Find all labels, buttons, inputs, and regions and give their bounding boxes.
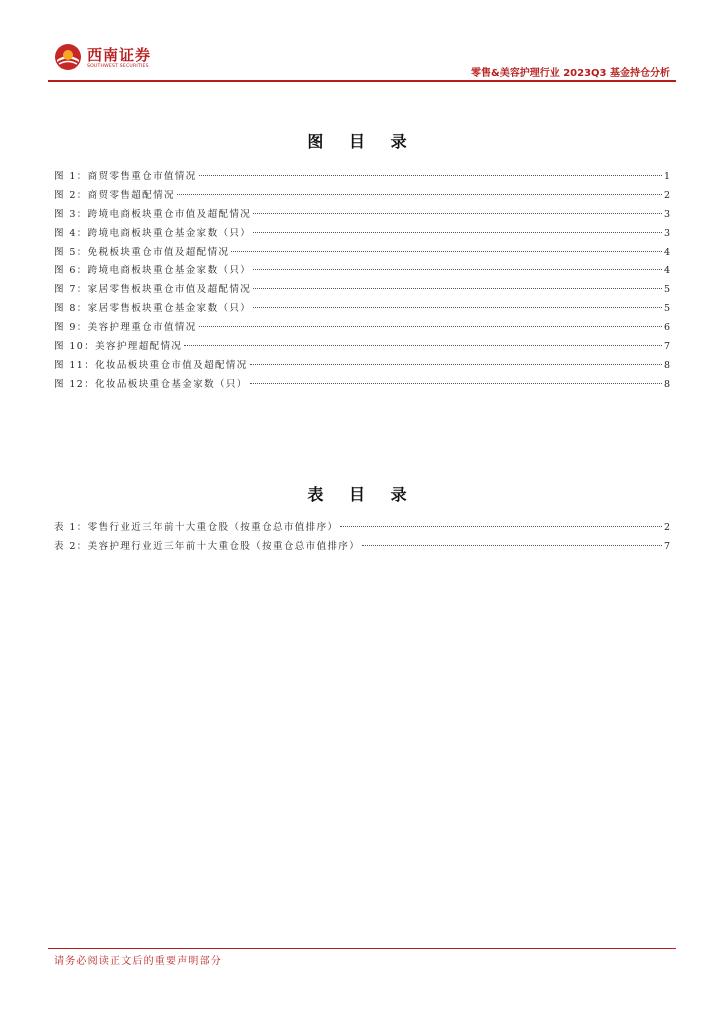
toc-entry-page: 2 xyxy=(663,522,670,533)
toc-entry-label: 图 5：免税板块重仓市值及超配情况 xyxy=(54,246,230,258)
brand-name-cn: 西南证券 xyxy=(87,46,152,64)
figures-toc xyxy=(54,168,670,395)
toc-entry-page: 5 xyxy=(663,284,670,296)
toc-entry-figure-1[interactable] xyxy=(54,168,670,187)
toc-entry-table-1[interactable] xyxy=(54,519,670,538)
toc-leader-dots xyxy=(231,251,662,252)
toc-entry-label: 图 10：美容护理超配情况 xyxy=(54,341,183,353)
page-header xyxy=(0,0,724,90)
toc-entry-figure-8[interactable] xyxy=(54,300,670,319)
toc-entry-table-2[interactable] xyxy=(54,538,670,557)
toc-entry-label: 图 8：家居零售板块重仓基金家数（只） xyxy=(54,303,252,315)
toc-entry-figure-4[interactable] xyxy=(54,225,670,244)
toc-leader-dots xyxy=(253,232,662,233)
brand-name-en: SOUTHWEST SECURITIES xyxy=(87,64,149,69)
toc-entry-label: 图 3：跨境电商板块重仓市值及超配情况 xyxy=(54,208,252,220)
toc-entry-figure-10[interactable] xyxy=(54,338,670,357)
toc-entry-label: 图 7：家居零售板块重仓市值及超配情况 xyxy=(54,284,252,296)
tables-toc-title: 表 目 录 xyxy=(307,485,417,504)
toc-leader-dots xyxy=(253,288,662,289)
header-divider xyxy=(48,80,676,82)
toc-entry-page: 7 xyxy=(663,540,670,552)
toc-entry-page: 1 xyxy=(663,171,670,182)
footer-disclaimer: 请务必阅读正文后的重要声明部分 xyxy=(54,956,222,967)
toc-leader-dots xyxy=(184,345,662,346)
toc-entry-page: 4 xyxy=(663,246,670,258)
report-title: 零售&美容护理行业 2023Q3 基金持仓分析 xyxy=(471,68,670,79)
toc-leader-dots xyxy=(199,175,662,176)
toc-entry-figure-9[interactable] xyxy=(54,319,670,338)
toc-entry-label: 图 11：化妆品板块重仓市值及超配情况 xyxy=(54,359,248,371)
toc-entry-page: 8 xyxy=(663,359,670,371)
toc-entry-page: 2 xyxy=(663,189,670,201)
toc-leader-dots xyxy=(253,269,662,270)
brand-logo-icon xyxy=(54,43,82,71)
toc-entry-figure-7[interactable] xyxy=(54,281,670,300)
toc-entry-label: 图 4：跨境电商板块重仓基金家数（只） xyxy=(54,227,252,239)
toc-entry-label: 图 1：商贸零售重仓市值情况 xyxy=(54,171,197,182)
toc-leader-dots xyxy=(362,545,662,546)
toc-entry-figure-2[interactable] xyxy=(54,187,670,206)
toc-leader-dots xyxy=(253,307,662,308)
toc-entry-label: 图 2：商贸零售超配情况 xyxy=(54,189,175,201)
toc-entry-label: 图 9：美容护理重仓市值情况 xyxy=(54,322,197,334)
toc-leader-dots xyxy=(253,213,662,214)
toc-entry-page: 4 xyxy=(663,265,670,277)
toc-entry-label: 表 2：美容护理行业近三年前十大重仓股（按重仓总市值排序） xyxy=(54,540,361,552)
toc-entry-label: 表 1：零售行业近三年前十大重仓股（按重仓总市值排序） xyxy=(54,522,339,533)
figures-toc-title: 图 目 录 xyxy=(307,132,417,151)
toc-entry-page: 6 xyxy=(663,322,670,334)
toc-entry-page: 3 xyxy=(663,208,670,220)
toc-entry-figure-11[interactable] xyxy=(54,357,670,376)
toc-leader-dots xyxy=(250,364,662,365)
toc-entry-figure-12[interactable] xyxy=(54,376,670,395)
toc-leader-dots xyxy=(199,326,662,327)
toc-entry-page: 5 xyxy=(663,303,670,315)
toc-entry-label: 图 12：化妆品板块重仓基金家数（只） xyxy=(54,378,248,390)
toc-entry-figure-3[interactable] xyxy=(54,206,670,225)
footer-divider xyxy=(48,948,676,949)
toc-leader-dots xyxy=(250,383,662,384)
toc-leader-dots xyxy=(340,526,662,527)
toc-entry-page: 3 xyxy=(663,227,670,239)
toc-leader-dots xyxy=(177,194,662,195)
toc-entry-page: 8 xyxy=(663,378,670,390)
toc-entry-page: 7 xyxy=(663,341,670,353)
tables-toc xyxy=(54,519,670,557)
toc-entry-figure-5[interactable] xyxy=(54,244,670,263)
brand-logo xyxy=(54,43,174,75)
toc-entry-label: 图 6：跨境电商板块重仓基金家数（只） xyxy=(54,265,252,277)
toc-entry-figure-6[interactable] xyxy=(54,262,670,281)
